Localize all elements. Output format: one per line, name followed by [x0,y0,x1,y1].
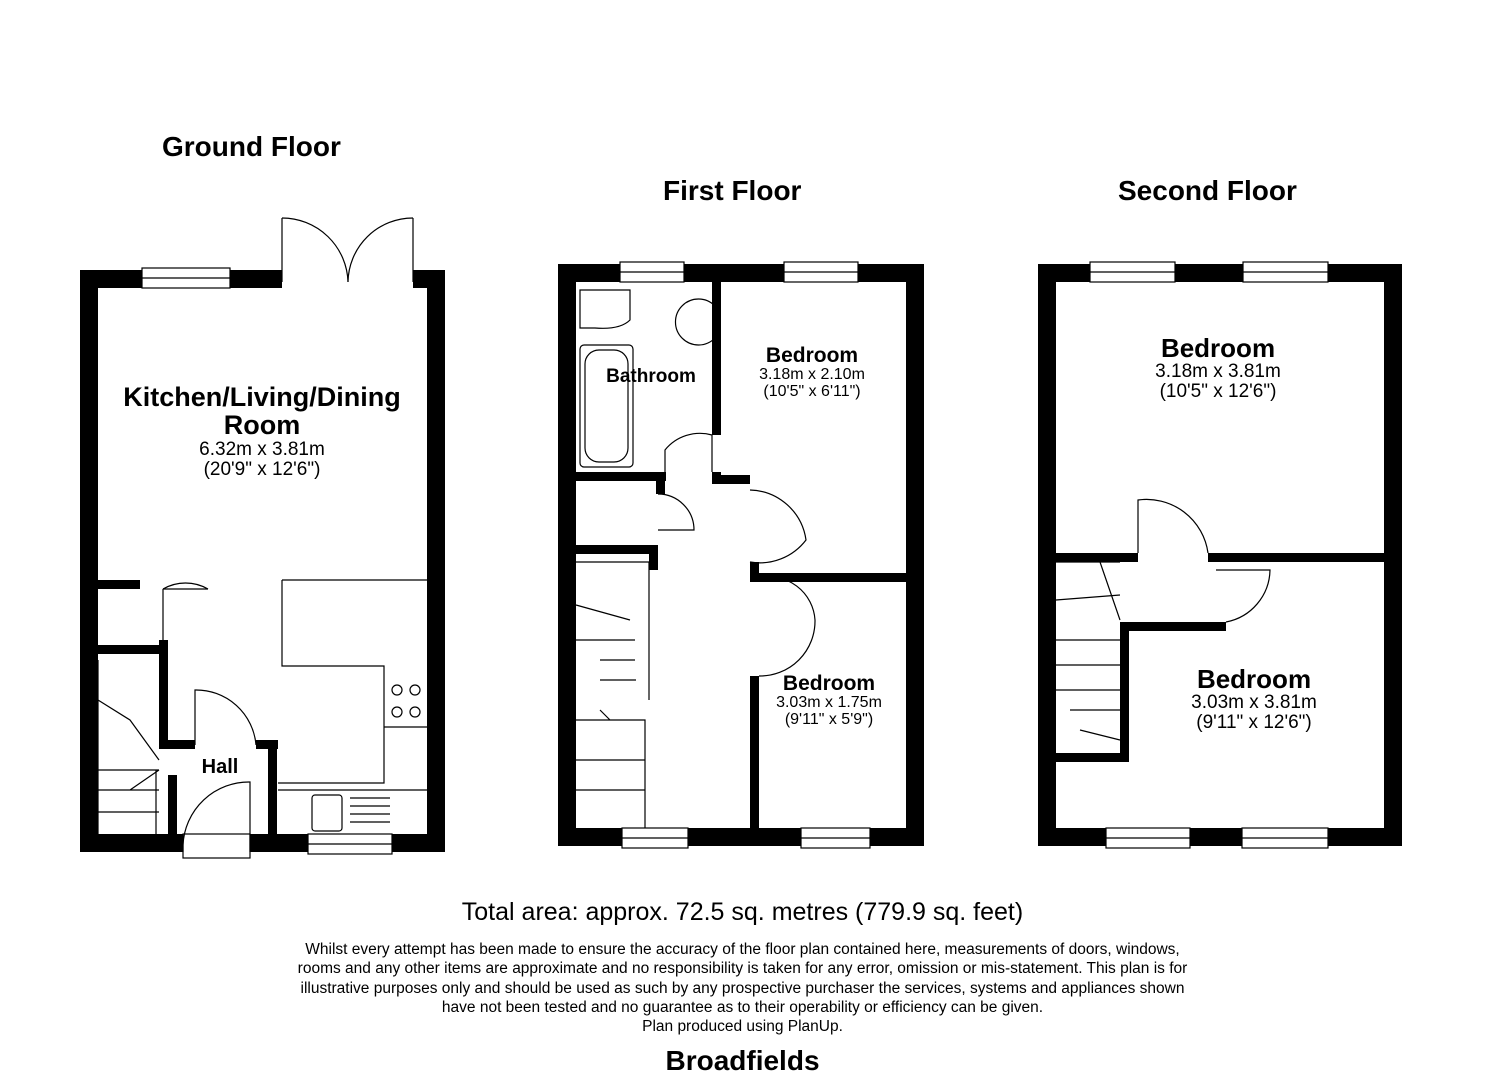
kitchen-living-dining-label [101,383,423,480]
room-name: Bedroom [782,672,876,695]
first-floor-bedroom-b-label [756,673,902,729]
bathroom-label [595,367,707,387]
first-floor-bedroom-a-label [726,345,898,401]
room-imperial-dimensions: (20'9" x 12'6") [203,458,321,480]
room-imperial-dimensions: (9'11" x 12'6") [1196,712,1312,734]
second-floor-bedroom-b-label [1140,666,1368,733]
second-floor-title: Second Floor [1118,175,1297,206]
first-floor-title: First Floor [663,175,802,206]
disclaimer [240,940,1245,1036]
disclaimer-line: illustrative purposes only and should be used as such by any prospective purchaser the services, systems and appliances shown [300,979,1185,997]
disclaimer-line: Whilst every attempt has been made to ensure the accuracy of the floor plan contained here, measurements of doors, windows, [305,941,1180,958]
ground-floor-title: Ground Floor [162,131,341,162]
property-name: Broadfields [665,1045,820,1076]
room-name-line1: Kitchen/Living/Dining [123,382,401,412]
room-imperial-dimensions: (9'11" x 5'9") [784,710,874,728]
room-name: Bedroom [765,344,859,367]
disclaimer-line: rooms and any other items are approximate and no responsibility is taken for any error, omission or mis-statement. This plan is for [297,960,1188,978]
room-name: Bathroom [606,366,696,387]
total-area: Total area: approx. 72.5 sq. metres (779.9 sq. feet) [461,898,1024,926]
room-name: Bedroom [1196,664,1312,694]
room-metric-dimensions: 3.18m x 2.10m [759,366,865,384]
room-metric-dimensions: 3.18m x 3.81m [1155,361,1281,383]
room-name: Bedroom [1160,333,1276,363]
hall-label [180,757,260,778]
room-metric-dimensions: 3.03m x 1.75m [776,694,882,712]
room-metric-dimensions: 6.32m x 3.81m [199,438,325,460]
disclaimer-line: have not been tested and no guarantee as to their operability or efficiency can be given. [441,998,1044,1016]
room-name-line2: Room [223,410,301,441]
second-floor-bedroom-a-label [1100,335,1336,402]
disclaimer-line: Plan produced using PlanUp. [642,1018,843,1036]
room-metric-dimensions: 3.03m x 3.81m [1191,692,1317,714]
room-name: Hall [201,756,239,778]
room-imperial-dimensions: (10'5" x 6'11") [763,382,861,400]
room-imperial-dimensions: (10'5" x 12'6") [1159,381,1277,403]
